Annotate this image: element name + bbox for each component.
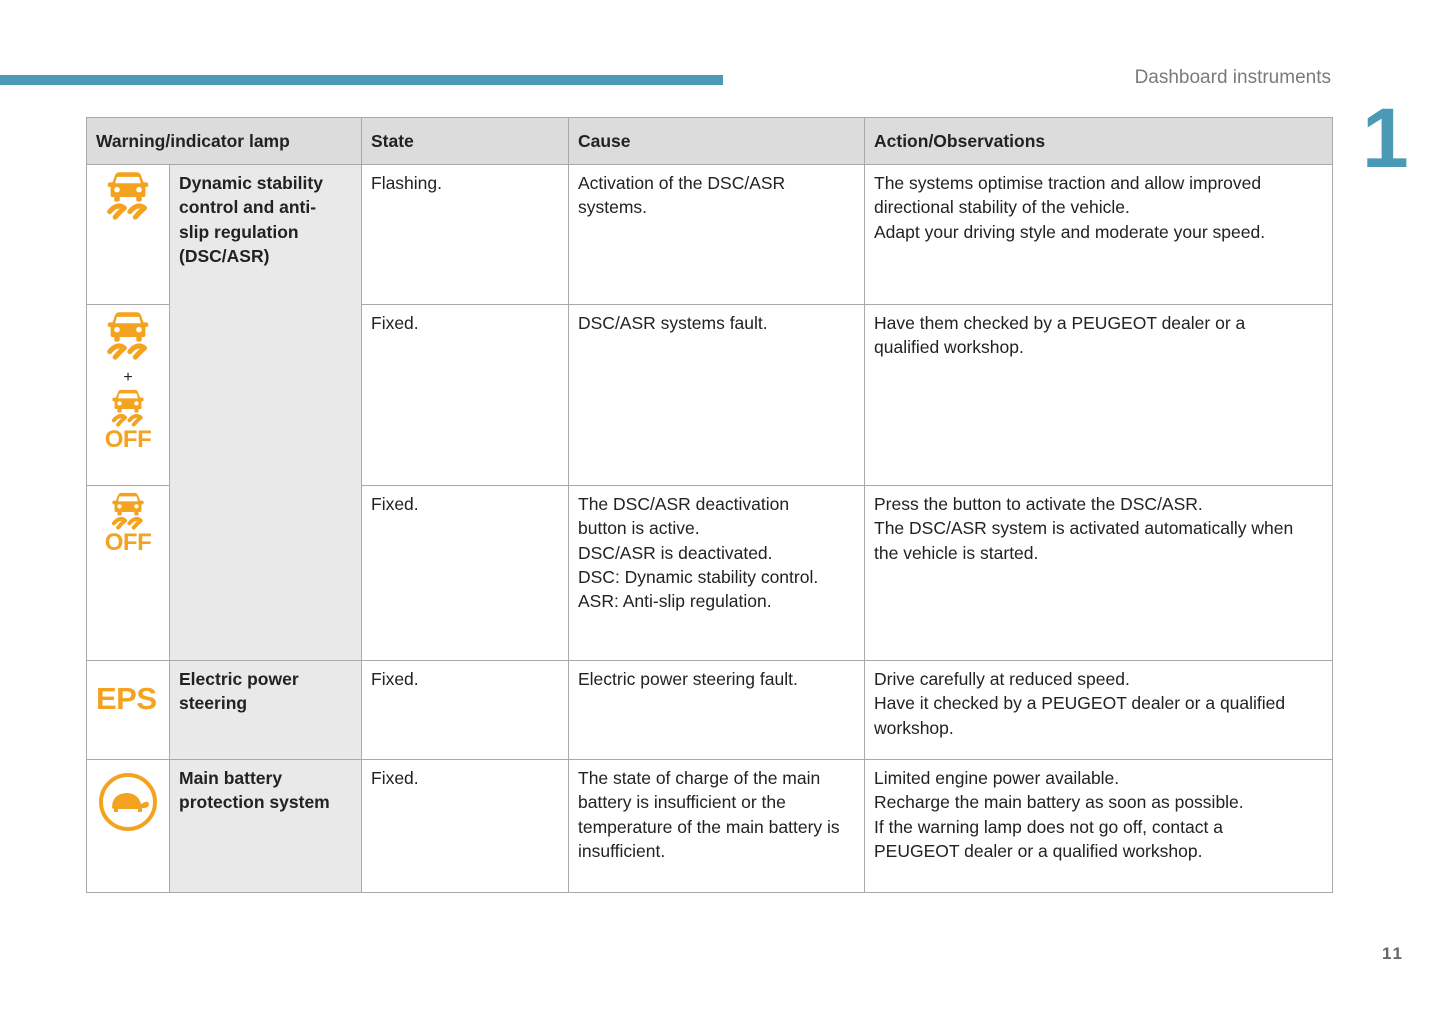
cause-line: systems. <box>578 197 648 218</box>
cause-line: battery is insufficient or the <box>578 792 786 813</box>
action-line: Have them checked by a PEUGEOT dealer or a <box>874 313 1246 333</box>
cause-line: Electric power steering fault. <box>578 669 798 689</box>
cause-cell <box>569 661 865 760</box>
lamp-name-line: slip regulation <box>179 221 299 242</box>
action-line: qualified workshop. <box>874 337 1024 358</box>
lamp-name-dsc <box>170 165 362 661</box>
dsc-skid-icon <box>106 311 150 363</box>
lamp-icon-cell <box>87 760 170 893</box>
page-number: 11 <box>1382 944 1404 963</box>
action-line: Limited engine power available. <box>874 768 1120 788</box>
table-row <box>87 661 1333 760</box>
dsc-off-icon <box>111 389 145 429</box>
action-line: The systems optimise traction and allow improved <box>874 173 1262 193</box>
warning-lamps-table <box>86 117 1333 893</box>
column-header-state: State <box>362 118 569 165</box>
dsc-skid-icon <box>106 171 150 223</box>
lamp-name-line: (DSC/ASR) <box>179 245 270 266</box>
action-line: Press the button to activate the DSC/ASR. <box>874 494 1203 514</box>
cause-cell <box>569 165 865 305</box>
action-line: PEUGEOT dealer or a qualified workshop. <box>874 840 1203 861</box>
cause-line: DSC/ASR is deactivated. <box>578 542 773 563</box>
cause-line: ASR: Anti-slip regulation. <box>578 591 772 612</box>
off-label: OFF <box>104 529 152 556</box>
action-line: Have it checked by a PEUGEOT dealer or a qualified <box>874 693 1286 714</box>
table-row <box>87 760 1333 893</box>
lamp-name-line: protection system <box>179 792 330 813</box>
header-accent-bar <box>0 75 723 85</box>
lamp-name-battery <box>170 760 362 893</box>
cause-cell <box>569 760 865 893</box>
action-line: the vehicle is started. <box>874 542 1039 563</box>
lamp-icon-cell <box>87 165 170 305</box>
action-line: Drive carefully at reduced speed. <box>874 669 1130 689</box>
cause-cell <box>569 305 865 486</box>
cause-line: button is active. <box>578 518 700 539</box>
column-header-lamp: Warning/indicator lamp <box>87 118 362 165</box>
table-row <box>87 165 1333 305</box>
cause-line: temperature of the main battery is <box>578 816 840 837</box>
state-cell: Flashing. <box>362 165 569 305</box>
state-cell: Fixed. <box>362 305 569 486</box>
table-header-row <box>87 118 1333 165</box>
action-line: Adapt your driving style and moderate your speed. <box>874 221 1266 242</box>
action-line: Recharge the main battery as soon as possible. <box>874 792 1244 813</box>
action-line: directional stability of the vehicle. <box>874 197 1130 218</box>
cause-line: The DSC/ASR deactivation <box>578 494 790 514</box>
dsc-off-icon <box>111 492 145 532</box>
off-label: OFF <box>104 426 152 453</box>
cause-line: insufficient. <box>578 840 666 861</box>
chapter-number: 1 <box>1362 91 1409 185</box>
lamp-name-line: Electric power <box>179 669 299 689</box>
lamp-icon-cell <box>87 661 170 760</box>
lamp-icon-cell <box>87 305 170 486</box>
column-header-action: Action/Observations <box>865 118 1333 165</box>
cause-cell <box>569 486 865 661</box>
lamp-name-eps <box>170 661 362 760</box>
lamp-icon-cell <box>87 486 170 661</box>
cause-line: Activation of the DSC/ASR <box>578 173 786 193</box>
lamp-name-line: Main battery <box>179 768 283 788</box>
state-cell: Fixed. <box>362 486 569 661</box>
lamp-name-line: control and anti- <box>179 197 317 218</box>
action-cell <box>865 305 1333 486</box>
state-cell: Fixed. <box>362 760 569 893</box>
cause-line: DSC/ASR systems fault. <box>578 313 768 333</box>
cause-line: DSC: Dynamic stability control. <box>578 566 819 587</box>
cause-line: The state of charge of the main <box>578 768 821 788</box>
eps-icon: EPS <box>96 681 157 716</box>
action-cell <box>865 165 1333 305</box>
lamp-name-line: steering <box>179 693 248 714</box>
action-line: If the warning lamp does not go off, contact a <box>874 816 1223 837</box>
action-line: The DSC/ASR system is activated automatically when <box>874 518 1294 539</box>
action-cell <box>865 760 1333 893</box>
plus-sign: + <box>123 369 133 386</box>
lamp-name-line: Dynamic stability <box>179 173 323 193</box>
action-cell <box>865 486 1333 661</box>
state-cell: Fixed. <box>362 661 569 760</box>
turtle-icon <box>98 772 158 832</box>
action-line: workshop. <box>874 717 954 738</box>
section-title: Dashboard instruments <box>1134 67 1331 88</box>
column-header-cause: Cause <box>569 118 865 165</box>
action-cell <box>865 661 1333 760</box>
